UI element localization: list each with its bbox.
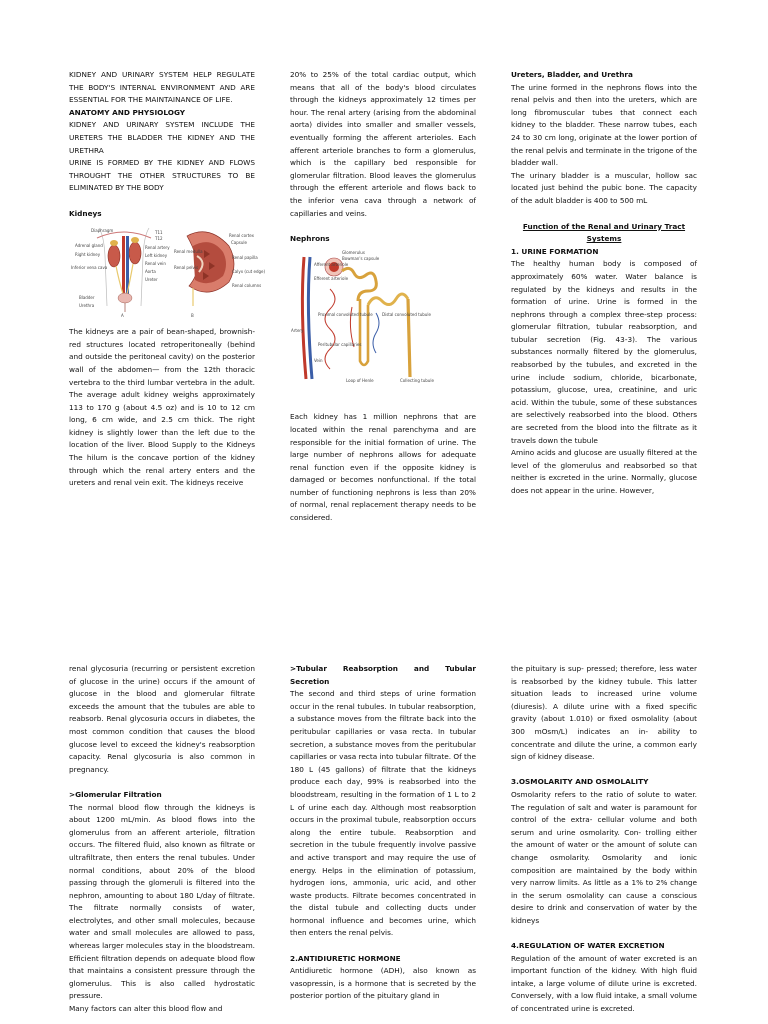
label-urethra: Urethra bbox=[79, 303, 95, 309]
function-heading: Function of the Renal and Urinary Tract Systems bbox=[522, 221, 686, 244]
label-proximal-tubule: Proximal convoluted tubule bbox=[318, 312, 373, 318]
pituitary-text: the pituitary is sup- pressed; therefore, less water is reabsorbed by the kidney tubule. This latter situation leads to increased urine volume (diuresis). A dilute urine with a fixed specific gravity (about 1.010) or fixed osmolality (about 300 mOsm/L) indicates an in- ability to concentrate and dilute the urine, a common early sign of kidney disease. bbox=[511, 664, 697, 762]
many-factors-text: Many factors can alter this blood flow and bbox=[69, 1004, 223, 1014]
intro-text: KIDNEY AND URINARY SYSTEM HELP REGULATE THE BODY'S INTERNAL ENVIRONMENT AND ARE ESSENTIAL FOR THE MAINTAINANCE OF LIFE. bbox=[69, 70, 255, 105]
label-distal-tubule: Distal convoluted tubule bbox=[382, 312, 431, 318]
water-excretion-text: Regulation of the amount of water excreted is an important function of the kidney. With high fluid intake, a large volume of dilute urine is excreted. Conversely, with a low fluid intake, a small volume of concentrated urine is excreted. bbox=[511, 953, 697, 1014]
glomerular-filtration-text: The normal blood flow through the kidneys is about 1200 mL/min. As blood flows into the glomerulus from an afferent arteriole, filtration occurs. The filtered fluid, also known as filtrate or ultrafiltrate, then enters the renal tubules. Under normal conditions, about 20% of the blood passing through the glomeruli is filtered into the nephron, amounting to about 180 L/day of filtrate. The filtrate normally consists of water, electrolytes, and other small molecules, because water and small molecules are allowed to pass, whereas larger molecules stay in the bloodstream. Efficient filtration depends on adequate blood flow that maintains a consistent pressure through the glomerulus. This is also called hydrostatic pressure. bbox=[69, 802, 255, 1001]
page2-column-3 bbox=[511, 663, 697, 1016]
label-t11: T11 bbox=[155, 230, 163, 236]
label-capsule: Capsule bbox=[231, 240, 247, 246]
label-b: B bbox=[191, 313, 194, 319]
label-collecting-tubule: Collecting tubule bbox=[400, 378, 434, 384]
urine-formed-text: URINE IS FORMED BY THE KIDNEY AND FLOWS THROUGHT THE OTHER STRUCTURES TO BE ELIMINATED BY THE BODY bbox=[69, 158, 255, 193]
nephron-figure bbox=[290, 249, 476, 387]
label-vein: Vein bbox=[314, 358, 323, 364]
label-diaphragm: Diaphragm bbox=[91, 228, 114, 234]
page2-column-1 bbox=[69, 663, 255, 1016]
label-renal-papilla: Renal papilla bbox=[232, 255, 258, 261]
page1-column-1 bbox=[69, 69, 266, 490]
label-renal-columns: Renal columns bbox=[232, 283, 262, 289]
page2-column-2 bbox=[290, 663, 476, 1003]
label-a: A bbox=[121, 313, 124, 319]
page1-column-2 bbox=[290, 69, 476, 525]
amino-acids-text: Amino acids and glucose are usually filtered at the level of the glomerulus and reabsorbed so that neither is excreted in the urine. Normally, glucose does not appear in the urine. However, bbox=[511, 448, 697, 495]
label-artery: Artery bbox=[291, 328, 304, 334]
osmolarity-heading: 3.OSMOLARITY AND OSMOLALITY bbox=[511, 777, 649, 787]
label-renal-pelvis: Renal pelvis bbox=[174, 265, 199, 271]
label-renal-artery: Renal artery bbox=[145, 245, 170, 251]
label-t12: T12 bbox=[155, 236, 163, 242]
osmolarity-text: Osmolarity refers to the ratio of solute to water. The regulation of salt and water is paramount for control of the extra- cellular volume and both serum and urine osmolarity. Con- trolling either the amount of water or the amount of solute can change osmolarity. Osmolarity and ionic composition are maintained by the body within very narrow limits. As little as a 1% to 2% change in the serum osmolality can cause a conscious desire to drink and conservation of water by the kidneys bbox=[511, 789, 697, 925]
blood-supply-text: 20% to 25% of the total cardiac output, which means that all of the body's blood circulates through the kidneys approximately 12 times per hour. The renal artery (arising from the abdominal aorta) divides into smaller and smaller vessels, eventually forming the afferent arterioles. Each afferent arteriole branches to form a glomerulus, which is the capillary bed responsible for glomerular filtration. Blood leaves the glomerulus through the efferent arteriole and flows back to the inferior vena cava through a network of capillaries and veins. bbox=[290, 70, 476, 218]
label-loop-of-henle: Loop of Henle bbox=[346, 378, 374, 384]
label-afferent-arteriole: Afferent arteriole bbox=[314, 262, 349, 268]
page1-column-3 bbox=[511, 69, 697, 498]
label-left-kidney: Left kidney bbox=[145, 253, 168, 259]
label-peritubular-capillaries: Peritubular capillaries bbox=[318, 342, 362, 348]
glomerular-filtration-heading: >Glomerular Filtration bbox=[69, 789, 162, 799]
kidneys-text: The kidneys are a pair of bean-shaped, brownish-red structures located retroperitoneally (behind and outside the peritoneal cavity) on the posterior wall of the abdomen— from the 12th thoracic vertebra to the third lumbar vertebra in the adult. The average adult kidney weighs approximately 113 to 170 g (about 4.5 oz) and is 10 to 12 cm long, 6 cm wide, and 2.5 cm thick. The right kidney is slightly lower than the left due to the location of the liver. Blood Supply to the Kidneys The hilum is the concave portion of the kidney through which the renal artery enters and the ureters and renal vein exit. The kidneys receive bbox=[69, 327, 255, 488]
label-glomerulus: Glomerulus bbox=[342, 250, 365, 256]
urine-formation-heading: 1. URINE FORMATION bbox=[511, 246, 599, 256]
kidney-anatomy-figure bbox=[69, 226, 266, 319]
label-renal-cortex: Renal cortex bbox=[229, 233, 255, 239]
bladder-text: The urinary bladder is a muscular, hollow sac located just behind the pubic bone. The capacity of the adult bladder is 400 to 500 mL bbox=[511, 170, 697, 205]
anatomy-heading: ANATOMY AND PHYSIOLOGY bbox=[69, 107, 186, 117]
ureters-heading: Ureters, Bladder, and Urethra bbox=[511, 70, 633, 79]
label-adrenal: Adrenal gland bbox=[75, 243, 103, 249]
label-ivc: Inferior vena cava bbox=[71, 265, 108, 271]
label-aorta: Aorta bbox=[145, 269, 156, 275]
label-bladder: Bladder bbox=[79, 295, 95, 301]
tubular-heading: >Tubular Reabsorption and Tubular Secretion bbox=[290, 664, 476, 686]
label-ureter: Ureter bbox=[145, 277, 158, 283]
urine-formation-text: The healthy human body is composed of approximately 60% water. Water balance is regulated by the kidneys and results in the formation of urine. Urine is formed in the nephrons through a complex three-step process: glomerular filtration, tubular reabsorption, and tubular secretion (Fig. 43-3). The various substances normally filtered by the glomerulus, reabsorbed by the tubules, and excreted in the urine include sodium, chloride, bicarbonate, potassium, glucose, urea, creatinine, and uric acid. Within the tubule, some of these substances are selectively reabsorbed into the blood. Others are secreted from the blood into the filtrate as it travels down the tubule bbox=[511, 259, 697, 445]
adh-heading: 2.ANTIDIURETIC HORMONE bbox=[290, 953, 401, 963]
adh-text: Antidiuretic hormone (ADH), also known as vasopressin, is a hormone that is secreted by the posterior portion of the pituitary gland in bbox=[290, 966, 476, 1001]
label-renal-vein: Renal vein bbox=[145, 261, 166, 267]
tubular-text: The second and third steps of urine formation occur in the renal tubules. In tubular reabsorption, a substance moves from the filtrate back into the peritubular capillaries or vasa recta. In tubular secretion, a substance moves from the peritubular capillaries or vasa recta into tubular filtrate. Of the 180 L (45 gallons) of filtrate that the kidneys produce each day, 99% is reabsorbed into the bloodstream, resulting in the formation of 1 L to 2 L of urine each day. Although most reabsorption occurs in the proximal tubule, reabsorption occurs along the entire tubule. Reabsorption and secretion in the tubule frequently involve passive and active transport and may require the use of energy. Helps in the elimination of potassium, hydrogen ions, ammonia, uric acid, and other waste products. Filtrate becomes concentrated in the distal tubule and collecting ducts under hormonal influence and becomes urine, which then enters the renal pelvis. bbox=[290, 689, 476, 938]
water-excretion-heading: 4.REGULATION OF WATER EXCRETION bbox=[511, 941, 665, 951]
label-renal-medulla: Renal medulla bbox=[174, 249, 203, 255]
nephrons-text: Each kidney has 1 million nephrons that are located within the renal parenchyma and are responsible for the initial formation of urine. The large number of nephrons allows for adequate renal function even if the opposite kidney is damaged or becomes nonfunctional. If the total number of functioning nephrons is less than 20% of normal, renal replacement therapy needs to be considered. bbox=[290, 412, 476, 523]
label-bowmans-capsule: Bowman's capsule bbox=[342, 256, 380, 262]
label-right-kidney: Right kidney bbox=[75, 252, 101, 258]
label-calyx: Calyx (cut edge) bbox=[232, 269, 266, 275]
nephrons-heading: Nephrons bbox=[290, 233, 330, 243]
glycosuria-text: renal glycosuria (recurring or persistent excretion of glucose in the urine) occurs if the amount of glucose in the blood and glomerular filtrate exceeds the amount that the tubules are able to reabsorb. Renal glycosuria occurs in diabetes, the most common condition that causes the blood glucose level to exceed the kidney's reabsorption capacity. Renal glycosuria is also common in pregnancy. bbox=[69, 664, 255, 774]
kidneys-heading: Kidneys bbox=[69, 208, 102, 218]
label-efferent-arteriole: Efferent arteriole bbox=[314, 276, 349, 282]
anatomy-text: KIDNEY AND URINARY SYSTEM INCLUDE THE URETERS THE BLADDER THE KIDNEY AND THE URETHRA bbox=[69, 120, 255, 155]
ureters-text: The urine formed in the nephrons flows into the renal pelvis and then into the ureters, which are long fibromuscular tubes that connect each kidney to the bladder. These narrow tubes, each 24 to 30 cm long, originate at the lower portion of the renal pelvis and terminate in the trigone of the bladder wall. bbox=[511, 82, 697, 168]
